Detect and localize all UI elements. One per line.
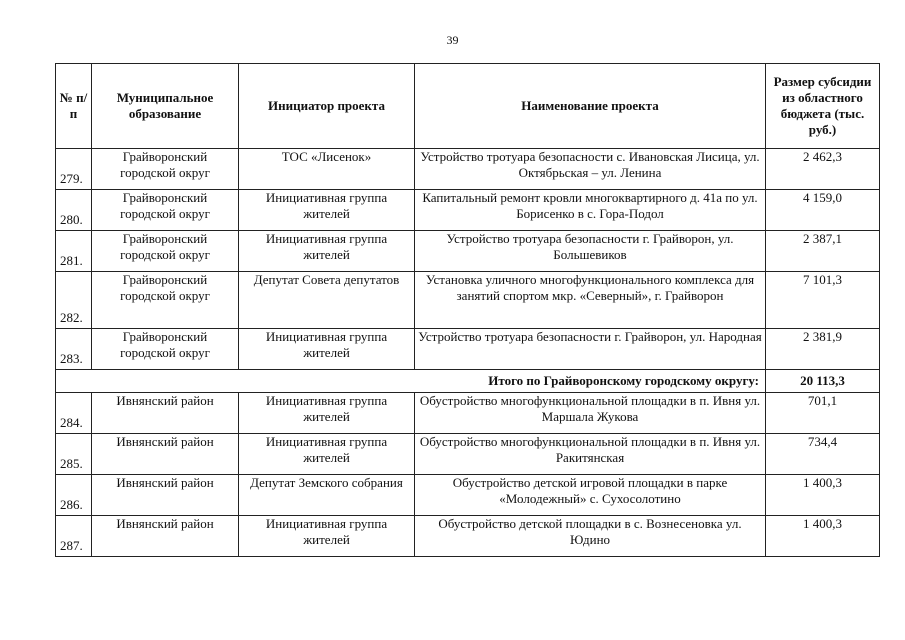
row-subsidy: 734,4 [766, 434, 880, 475]
row-initiator: Инициативная группа жителей [239, 231, 415, 272]
header-initiator: Инициатор проекта [239, 64, 415, 149]
row-subsidy: 2 381,9 [766, 329, 880, 370]
total-row [56, 370, 880, 393]
row-num: 280. [56, 190, 92, 231]
row-subsidy: 4 159,0 [766, 190, 880, 231]
row-subsidy: 2 462,3 [766, 149, 880, 190]
row-initiator: Инициативная группа жителей [239, 393, 415, 434]
header-municipality: Муниципальное образование [92, 64, 239, 149]
row-initiator: Инициативная группа жителей [239, 190, 415, 231]
row-municipality: Грайворонский городской округ [92, 272, 239, 329]
row-municipality: Ивнянский район [92, 475, 239, 516]
row-municipality: Ивнянский район [92, 434, 239, 475]
row-project: Обустройство детской площадки в с. Вознесеновка ул. Юдино [415, 516, 766, 557]
table-row [56, 272, 880, 329]
row-initiator: ТОС «Лисенок» [239, 149, 415, 190]
row-initiator: Депутат Совета депутатов [239, 272, 415, 329]
table-row [56, 434, 880, 475]
table-row [56, 516, 880, 557]
row-num: 286. [56, 475, 92, 516]
page-number: 39 [446, 33, 459, 47]
header-project: Наименование проекта [415, 64, 766, 149]
table-row [56, 149, 880, 190]
table-header-row [56, 64, 880, 149]
row-subsidy: 701,1 [766, 393, 880, 434]
row-num: 279. [56, 149, 92, 190]
row-num: 283. [56, 329, 92, 370]
table-row [56, 393, 880, 434]
table-row [56, 231, 880, 272]
row-initiator: Депутат Земского собрания [239, 475, 415, 516]
row-project: Обустройство детской игровой площадки в парке «Молодежный» с. Сухосолотино [415, 475, 766, 516]
total-label: Итого по Грайворонскому городскому округу: [56, 370, 766, 393]
row-municipality: Грайворонский городской округ [92, 329, 239, 370]
row-project: Обустройство многофункциональной площадки в п. Ивня ул. Ракитянская [415, 434, 766, 475]
row-project: Капитальный ремонт кровли многоквартирного д. 41а по ул. Борисенко в с. Гора-Подол [415, 190, 766, 231]
row-project: Устройство тротуара безопасности г. Грайворон, ул. Большевиков [415, 231, 766, 272]
subsidy-table [55, 63, 880, 557]
row-initiator: Инициативная группа жителей [239, 434, 415, 475]
row-num: 284. [56, 393, 92, 434]
row-project: Обустройство многофункциональной площадки в п. Ивня ул. Маршала Жукова [415, 393, 766, 434]
row-municipality: Грайворонский городской округ [92, 149, 239, 190]
row-municipality: Ивнянский район [92, 516, 239, 557]
row-subsidy: 1 400,3 [766, 475, 880, 516]
table-row [56, 329, 880, 370]
row-subsidy: 2 387,1 [766, 231, 880, 272]
table-row [56, 475, 880, 516]
row-subsidy: 1 400,3 [766, 516, 880, 557]
row-initiator: Инициативная группа жителей [239, 329, 415, 370]
row-num: 285. [56, 434, 92, 475]
table-row [56, 190, 880, 231]
row-subsidy: 7 101,3 [766, 272, 880, 329]
row-municipality: Ивнянский район [92, 393, 239, 434]
row-municipality: Грайворонский городской округ [92, 190, 239, 231]
row-initiator: Инициативная группа жителей [239, 516, 415, 557]
header-subsidy: Размер субсидии из областного бюджета (тыс. руб.) [766, 64, 880, 149]
header-num: № п/п [56, 64, 92, 149]
total-value: 20 113,3 [766, 370, 880, 393]
row-num: 281. [56, 231, 92, 272]
row-municipality: Грайворонский городской округ [92, 231, 239, 272]
row-num: 282. [56, 272, 92, 329]
row-num: 287. [56, 516, 92, 557]
row-project: Установка уличного многофункционального комплекса для занятий спортом мкр. «Северный», г. Грайворон [415, 272, 766, 329]
row-project: Устройство тротуара безопасности г. Грайворон, ул. Народная [415, 329, 766, 370]
row-project: Устройство тротуара безопасности с. Ивановская Лисица, ул. Октябрьская – ул. Ленина [415, 149, 766, 190]
